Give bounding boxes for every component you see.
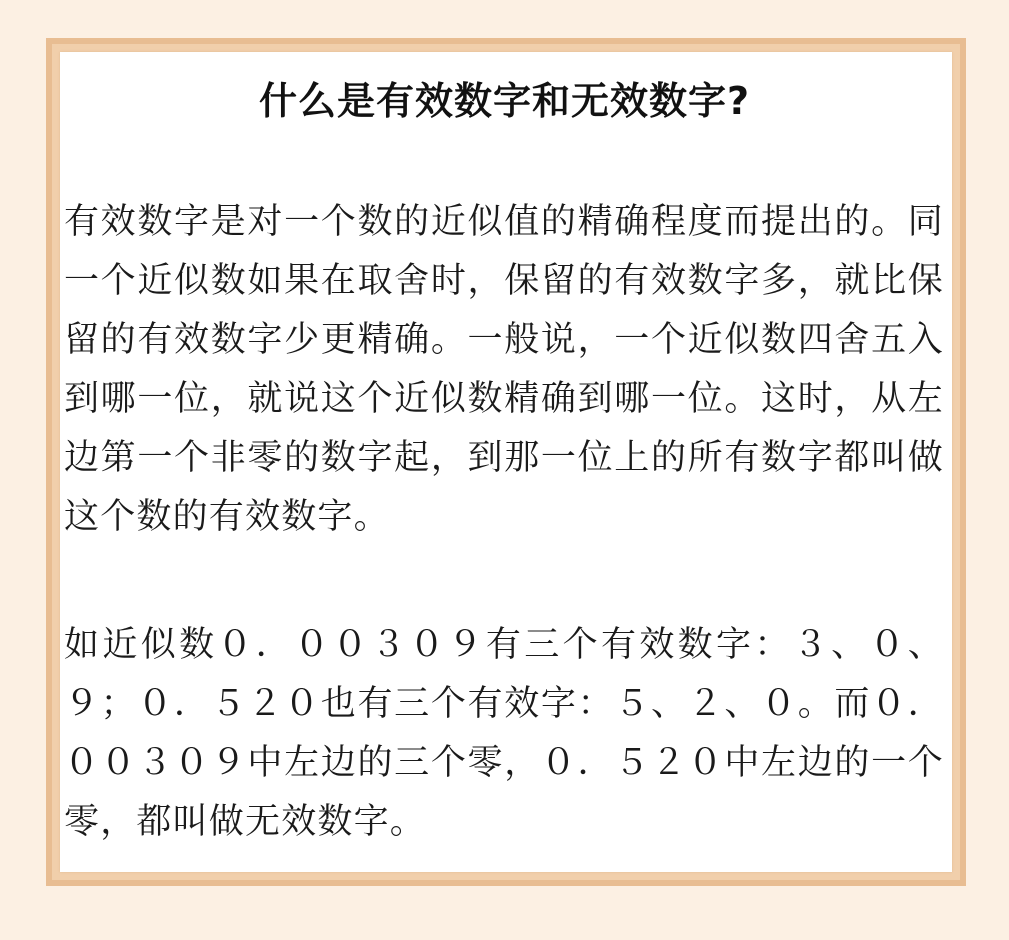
definition-paragraph: 有效数字是对一个数的近似值的精确程度而提出的。同一个近似数如果在取舍时，保留的有效数字多，就比保留的有效数字少更精确。一般说，一个近似数四舍五入到哪一位，就说这个近似数精确到哪一位。这时，从左边第一个非零的数字起，到那一位上的所有数字都叫做这个数的有效数字。 <box>64 202 944 537</box>
example-paragraph: 如近似数０．００３０９有三个有效数字：３、０、９；０．５２０也有三个有效字：５、２、０。而０．００３０９中左边的三个零，０．５２０中左边的一个零，都叫做无效数字。 <box>64 625 944 842</box>
page-title: 什么是有效数字和无效数字? <box>258 79 751 123</box>
